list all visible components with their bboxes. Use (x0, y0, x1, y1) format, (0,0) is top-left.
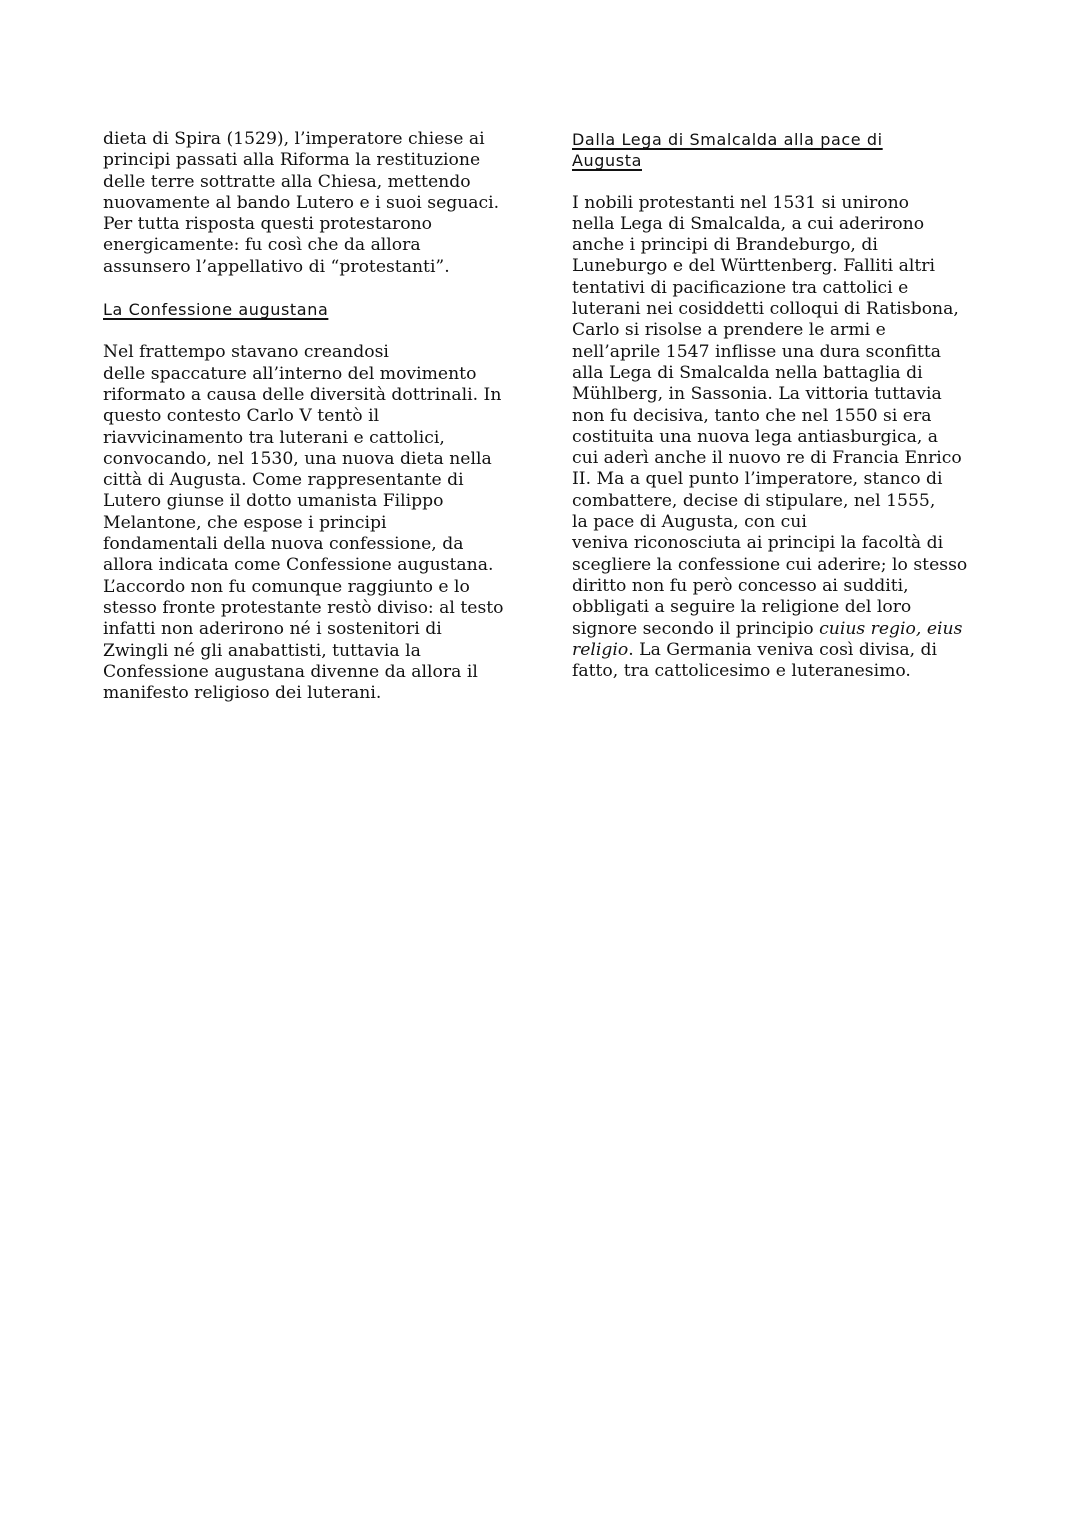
text-line: convocando, nel 1530, una nuova dieta nella (103, 448, 492, 469)
text-line: delle terre sottratte alla Chiesa, mettendo (103, 171, 471, 192)
text-line: Confessione augustana divenne da allora il (103, 661, 478, 682)
text-line: veniva riconosciuta ai principi la facoltà di (572, 533, 944, 554)
text-line: questo contesto Carlo V tentò il (103, 406, 380, 427)
text-line: Melantone, che espose i principi (103, 512, 387, 533)
text-line: Mühlberg, in Sassonia. La vittoria tuttavia (572, 384, 942, 405)
right-column (572, 129, 972, 682)
text-line: L’accordo non fu comunque raggiunto e lo (103, 576, 470, 597)
heading-line: Augusta (572, 151, 642, 171)
text-line: stesso fronte protestante restò diviso: al testo (103, 597, 504, 618)
text-line: fondamentali della nuova confessione, da (103, 534, 464, 555)
text-line: Zwingli né gli anabattisti, tuttavia la (103, 640, 421, 661)
text-line: riformato a causa delle diversità dottrinali. In (103, 384, 502, 405)
text-line: diritto non fu però concesso ai sudditi, (572, 575, 909, 596)
text-line: luterani nei cosiddetti colloqui di Ratisbona, (572, 299, 959, 320)
text-line: energicamente: fu così che da allora (103, 235, 421, 256)
text-line: nuovamente al bando Lutero e i suoi seguaci. (103, 192, 500, 213)
text-line: principi passati alla Riforma la restituzione (103, 150, 481, 171)
text-line: anche i principi di Brandeburgo, di (572, 235, 878, 256)
text-line: assunsero l’appellativo di “protestanti”. (103, 256, 450, 277)
text-line: Nel frattempo stavano creandosi (103, 342, 389, 363)
text-line: alla Lega di Smalcalda nella battaglia di (572, 362, 923, 383)
text-line: riavvicinamento tra luterani e cattolici, (103, 427, 445, 448)
confessione-paragraph (103, 342, 513, 704)
text-line: dieta di Spira (1529), l’imperatore chiese ai (103, 129, 485, 149)
text-line: infatti non aderirono né i sostenitori di (103, 619, 442, 640)
text-line: nella Lega di Smalcalda, a cui aderirono (572, 213, 925, 234)
latin-term: cuius regio, eius (819, 618, 963, 639)
intro-paragraph (103, 129, 513, 278)
text-line: Per tutta risposta questi protestarono (103, 214, 432, 235)
text-line: città di Augusta. Come rappresentante di (103, 470, 464, 491)
latin-term-continued: religio (572, 639, 629, 660)
heading-line: Dalla Lega di Smalcalda alla pace di (572, 130, 883, 149)
line-suffix: . La Germania veniva così divisa, di (628, 639, 938, 660)
text-line: II. Ma a quel punto l’imperatore, stanco di (572, 469, 943, 490)
text-line: obbligati a seguire la religione del loro (572, 597, 912, 618)
text-line: non fu decisiva, tanto che nel 1550 si era (572, 405, 932, 426)
text-line: combattere, decise di stipulare, nel 1555, (572, 490, 936, 511)
text-line: manifesto religioso dei luterani. (103, 683, 382, 704)
text-line: nell’aprile 1547 inflisse una dura sconfitta (572, 341, 942, 362)
text-line: Luneburgo e del Württenberg. Falliti altri (572, 256, 935, 277)
text-line-with-italic (572, 619, 972, 640)
text-line: cui aderì anche il nuovo re di Francia Enrico (572, 448, 962, 469)
text-line: scegliere la confessione cui aderire; lo stesso (572, 554, 968, 575)
section-heading-smalcalda (572, 129, 972, 172)
text-line: allora indicata come Confessione augustana. (103, 555, 494, 576)
text-line: Carlo si risolse a prendere le armi e (572, 320, 886, 341)
smalcalda-paragraph (572, 193, 972, 683)
text-line: I nobili protestanti nel 1531 si unirono (572, 192, 909, 213)
text-line: costituita una nuova lega antiasburgica, a (572, 426, 939, 447)
section-heading-confessione: La Confessione augustana (103, 300, 329, 320)
line-prefix: signore secondo il principio (572, 618, 820, 639)
text-line: tentativi di pacificazione tra cattolici e (572, 277, 909, 298)
text-line: delle spaccature all’interno del movimento (103, 363, 477, 384)
left-column (103, 129, 513, 704)
text-line: fatto, tra cattolicesimo e luteranesimo. (572, 661, 911, 682)
text-line-with-italic (572, 640, 972, 661)
text-line: la pace di Augusta, con cui (572, 512, 807, 533)
text-line: Lutero giunse il dotto umanista Filippo (103, 491, 444, 512)
